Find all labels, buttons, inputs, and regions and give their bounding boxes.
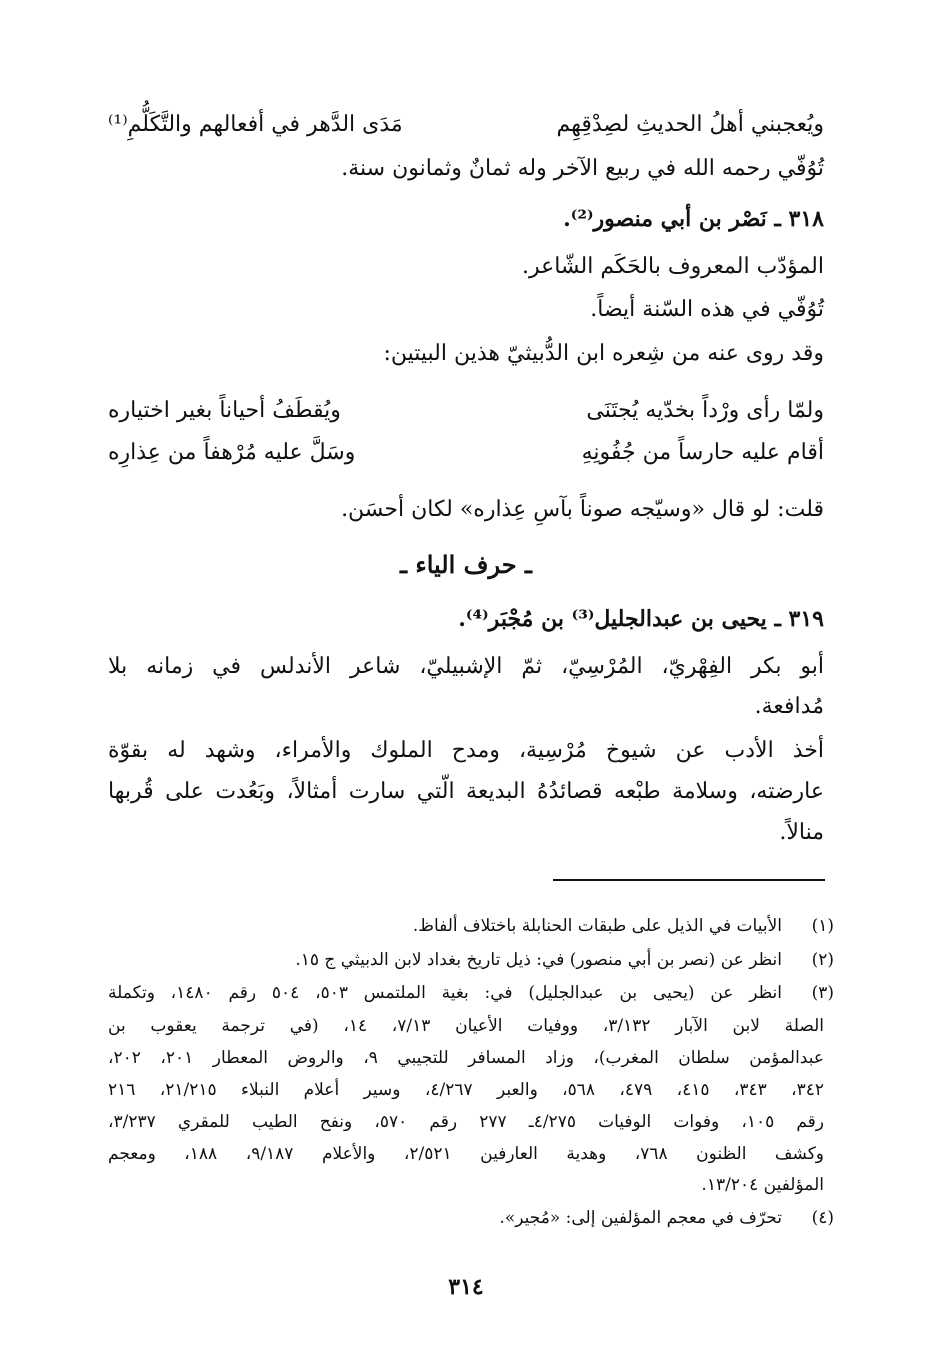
footnote-3-line-5: رقم ١٠٥، وفوات الوفيات ٤/٢٧٥ـ ٢٧٧ رقم ٥٧٠، ونفح الطيب للمقري ٣/٢٣٧، (108, 1112, 824, 1132)
paragraph-2-line-3: منالاً. (779, 820, 824, 845)
footnote-1-number: (١) (811, 916, 834, 936)
footnote-4-text: تحرّف في معجم المؤلفين إلى: «مُجير». (499, 1208, 782, 1228)
footnote-1-text: الأبيات في الذيل على طبقات الحنابلة باختلاف ألفاظ. (412, 916, 782, 936)
verse-2-first-hemistich: ولمّا رأى ورْداً بخدّيه يُجتَنَى (586, 398, 824, 423)
footnote-separator (553, 879, 825, 881)
death-note-line: تُوُفّي رحمه الله في ربيع الآخر وله ثمانٌ وثمانون سنة. (341, 156, 824, 181)
paragraph-2-line-1: أخذ الأدب عن شيوخ مُرْسِية، ومدح الملوك والأمراء، وشهد له بقوّة (108, 738, 824, 763)
entry-318-line-2: تُوُفّي في هذه السّنة أيضاً. (590, 297, 824, 322)
entry-318-heading: ٣١٨ ـ نَصْر بن أبي منصور⁽²⁾. (563, 206, 824, 232)
page-number: ٣١٤ (448, 1274, 484, 1300)
entry-319-heading: ٣١٩ ـ يحيى بن عبدالجليل⁽³⁾ بن مُجْبَر⁽⁴⁾. (458, 606, 824, 632)
section-heading: ـ حرف الياء ـ (400, 550, 532, 579)
footnote-2-text: انظر عن (نصر بن أبي منصور) في: ذيل تاريخ بغداد لابن الدبيثي ج ١٥. (295, 950, 782, 970)
verse-3-second-hemistich: وسَلَّ عليه مُرْهفاً من عِذارِه (108, 440, 356, 465)
verse-2-second-hemistich: ويُقطَفُ أحياناً بغير اختياره (108, 398, 341, 423)
footnote-2-number: (٢) (811, 950, 834, 970)
entry-318-line-1: المؤدّب المعروف بالحَكَم الشّاعر. (521, 254, 824, 279)
footnote-4-number: (٤) (811, 1208, 834, 1228)
verse-1-second-hemistich: مَدَى الدَّهر في أفعالهم والتَّكَلُّمِ⁽¹⁾ (108, 112, 403, 137)
footnote-3-line-6: وكشف الظنون ٧٦٨، وهدية العارفين ٢/٥٢١، والأعلام ٩/١٨٧، ١٨٨، ومعجم (108, 1144, 824, 1164)
verse-1-first-hemistich: ويُعجبني أهلُ الحديثِ لصِدْقِهِم (556, 112, 824, 137)
footnote-3-number: (٣) (811, 983, 834, 1003)
paragraph-2-line-2: عارضته، وسلامة طبْعه قصائدُهُ البديعة الّتي سارت أمثالاً، وبَعُدت على قُربها (108, 779, 824, 804)
entry-318-line-3: وقد روى عنه من شِعره ابن الدُّبيثيّ هذين البيتين: (383, 341, 824, 366)
footnote-3-line-4: ٣٤٢، ٣٤٣، ٤١٥، ٤٧٩، ٥٦٨، والعبر ٤/٢٦٧، وسير أعلام النبلاء ٢١/٢١٥، ٢١٦ (108, 1080, 825, 1100)
footnote-3-line-7: المؤلفين ١٣/٢٠٤. (701, 1175, 824, 1195)
footnote-3-line-3: عبدالمؤمن سلطان المغرب)، وزاد المسافر للتجيبي ٩، والروض المعطار ٢٠١، ٢٠٢، (108, 1048, 825, 1068)
footnote-3-line-1: انظر عن (يحيى بن عبدالجليل) في: بغية الملتمس ٥٠٣، ٥٠٤ رقم ١٤٨٠، وتكملة (108, 983, 782, 1003)
paragraph-1-line-2: مُدافعة. (754, 694, 824, 719)
footnote-3-line-2: الصلة لابن الآبار ٣/١٣٢، ووفيات الأعيان ٧/١٣، ١٤، (في ترجمة يعقوب بن (108, 1016, 824, 1036)
paragraph-1-line-1: أبو بكر الفِهْريّ، المُرْسِيّ، ثمّ الإشبيليّ، شاعر الأندلس في زمانه بلا (108, 654, 824, 679)
verse-3-first-hemistich: أقام عليه حارساً من جُفُونِهِ (581, 440, 824, 465)
commentary-line: قلت: لو قال «وسيّجه صوناً بآسِ عِذاره» لكان أحسَن. (341, 497, 824, 522)
